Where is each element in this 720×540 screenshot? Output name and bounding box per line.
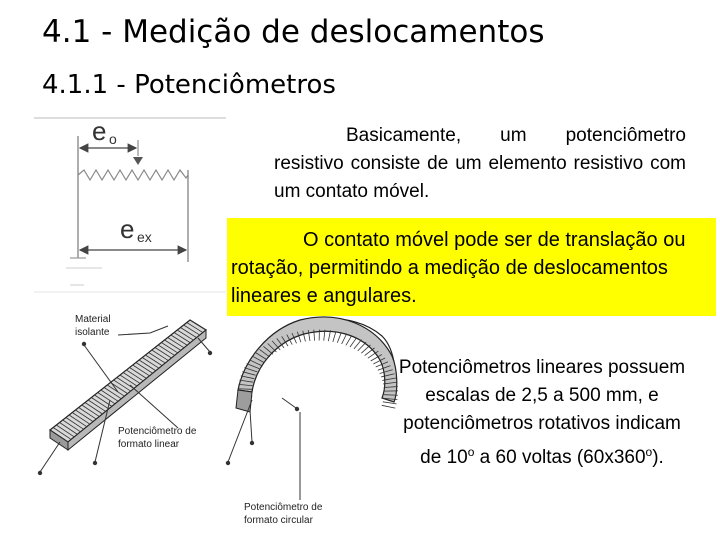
hatch-line — [350, 337, 357, 347]
ranges-text-1: Potenciômetros lineares possuem escalas de 2,5 a 500 mm, e potenciômetros rotativos indicam de 10 — [398, 357, 686, 468]
slide-title: 4.1 - Medição de deslocamentos — [42, 14, 545, 50]
ranges-paragraph — [392, 354, 692, 472]
hatch-line — [342, 334, 347, 344]
highlight-text: O contato móvel pode ser de translação ou rotação, permitindo a medição de deslocamentos lineares e angulares. — [231, 229, 686, 307]
input-voltage-subscript: ex — [137, 229, 152, 245]
input-voltage-label: e — [120, 214, 135, 244]
linear-potentiometer-illustration — [38, 314, 212, 475]
wiper-arrow-icon — [133, 157, 143, 165]
hatch-line — [328, 330, 330, 341]
output-voltage-subscript: o — [109, 131, 117, 147]
intro-paragraph: Basicamente, um potenciômetro resistivo consiste de um elemento resistivo com um contato móvel. — [274, 125, 686, 202]
hatch-line — [346, 335, 352, 345]
hatch-line — [333, 331, 336, 342]
resistor-zigzag — [78, 170, 188, 180]
highlight-box — [227, 218, 716, 316]
insulating-material-label-1: Material — [75, 314, 111, 325]
potentiometer-circuit-diagram — [34, 116, 226, 292]
linear-pot-caption-2: formato linear — [118, 439, 180, 450]
insulating-material-label-2: isolante — [75, 327, 110, 338]
circular-pot-caption-2: formato circular — [244, 515, 313, 526]
slide-subtitle: 4.1.1 - Potenciômetros — [42, 70, 336, 100]
ranges-text-2: a 60 voltas (60x360 — [474, 447, 646, 468]
hatch-line — [337, 332, 341, 342]
ranges-text-3: ). — [652, 447, 664, 468]
degree-superscript-1: o — [467, 445, 475, 459]
hatch-line — [238, 389, 252, 390]
hatch-line — [354, 340, 362, 349]
circular-potentiometer-illustration — [226, 317, 398, 526]
circular-pot-caption-1: Potenciômetro de — [244, 502, 323, 513]
output-voltage-label: e — [92, 116, 107, 146]
linear-pot-caption-1: Potenciômetro de — [118, 426, 197, 437]
degree-superscript-2: o — [645, 445, 653, 459]
